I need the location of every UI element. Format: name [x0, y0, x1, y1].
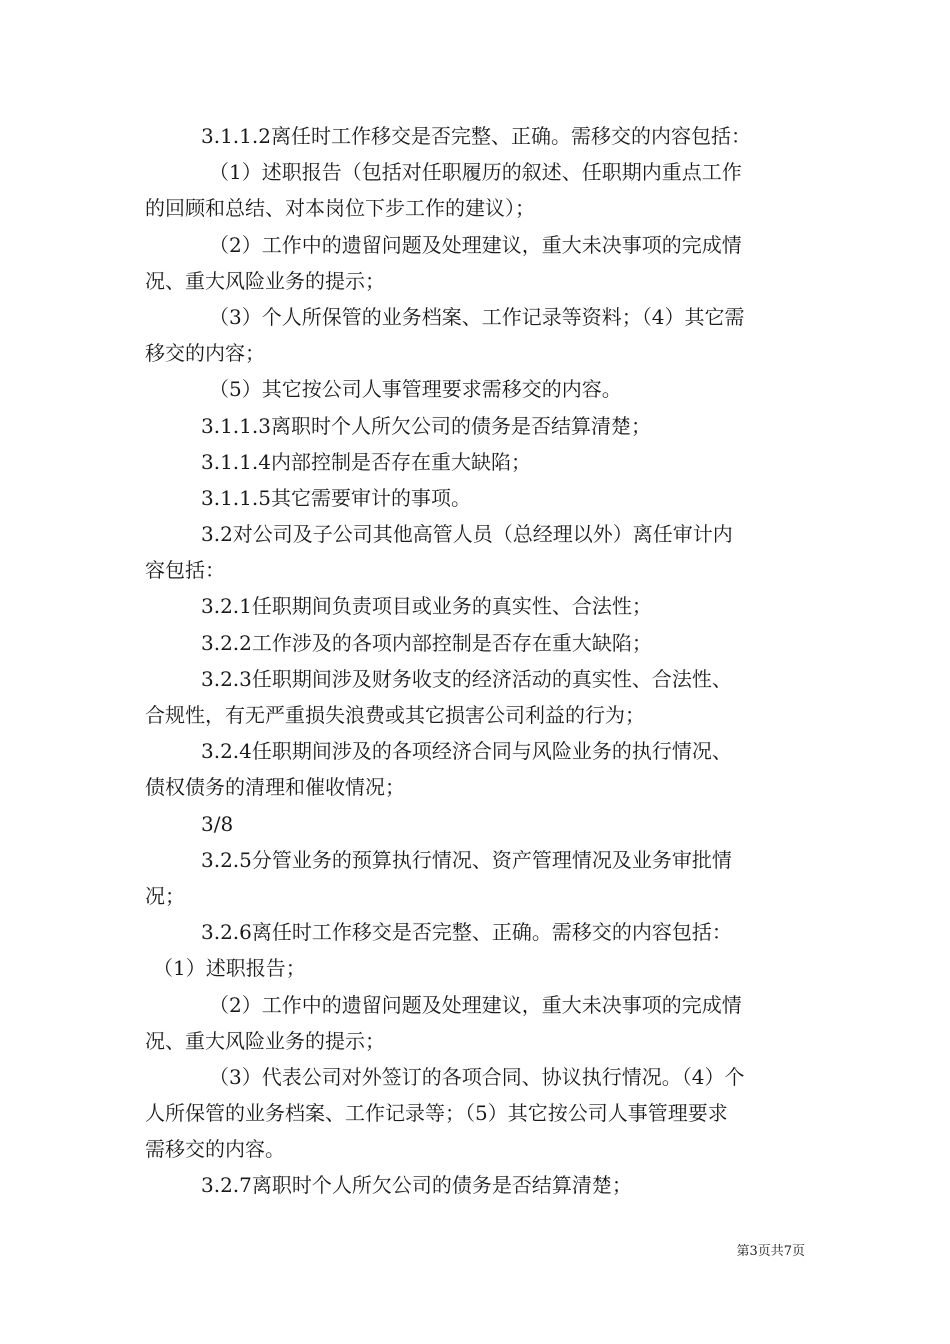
- document-body: [145, 118, 807, 1204]
- page-marker: 3/8: [201, 811, 234, 836]
- text-line: 3.2.1任职期间负责项目或业务的真实性、合法性；: [201, 594, 652, 619]
- text-line: 3.1.1.5其它需要审计的事项。: [201, 485, 471, 510]
- text-line: （5）其它按公司人事管理要求需移交的内容。: [209, 377, 622, 402]
- text-line: 需移交的内容。: [145, 1137, 285, 1162]
- text-line: （2）工作中的遗留问题及处理建议，重大未决事项的完成情: [209, 992, 742, 1017]
- text-line: （3）个人所保管的业务档案、工作记录等资料；（4）其它需: [209, 304, 745, 329]
- text-line: 3.2对公司及子公司其他高管人员（总经理以外）离任审计内: [201, 522, 733, 547]
- text-line: （1）述职报告（包括对任职履历的叙述、任职期内重点工作: [209, 160, 742, 185]
- text-line: 况；: [145, 883, 185, 908]
- text-line: 3.1.1.4内部控制是否存在重大缺陷；: [201, 449, 531, 474]
- text-line: （3）代表公司对外签订的各项合同、协议执行情况。（4）个: [209, 1064, 745, 1089]
- text-line: 3.1.1.2离任时工作移交是否完整、正确。需移交的内容包括：: [201, 124, 751, 148]
- text-line: 3.2.6离任时工作移交是否完整、正确。需移交的内容包括：: [201, 920, 732, 945]
- text-line: 况、重大风险业务的提示；: [145, 1028, 385, 1053]
- text-line: （2）工作中的遗留问题及处理建议，重大未决事项的完成情: [209, 232, 742, 257]
- text-line: 3.2.5分管业务的预算执行情况、资产管理情况及业务审批情: [201, 847, 732, 872]
- text-line: 3.1.1.3离职时个人所欠公司的债务是否结算清楚；: [201, 413, 651, 438]
- text-line: 的回顾和总结、对本岗位下步工作的建议）；: [145, 196, 535, 221]
- text-line: 人所保管的业务档案、工作记录等；（5）其它按公司人事管理要求: [145, 1101, 728, 1126]
- text-line: 合规性，有无严重损失浪费或其它损害公司利益的行为；: [145, 703, 645, 727]
- text-line: 债权债务的清理和催收情况；: [145, 775, 405, 800]
- text-line: 移交的内容；: [145, 341, 265, 366]
- text-line: 容包括：: [145, 558, 225, 583]
- text-line: （1）述职报告；: [153, 956, 306, 981]
- text-line: 3.2.2工作涉及的各项内部控制是否存在重大缺陷；: [201, 630, 652, 655]
- text-line: 3.2.3任职期间涉及财务收支的经济活动的真实性、合法性、: [201, 666, 732, 691]
- page-footer: 第3页共7页: [736, 1244, 805, 1259]
- text-line: 3.2.7离职时个人所欠公司的债务是否结算清楚；: [201, 1173, 632, 1198]
- text-line: 况、重大风险业务的提示；: [145, 268, 385, 293]
- text-line: 3.2.4任职期间涉及的各项经济合同与风险业务的执行情况、: [201, 739, 732, 764]
